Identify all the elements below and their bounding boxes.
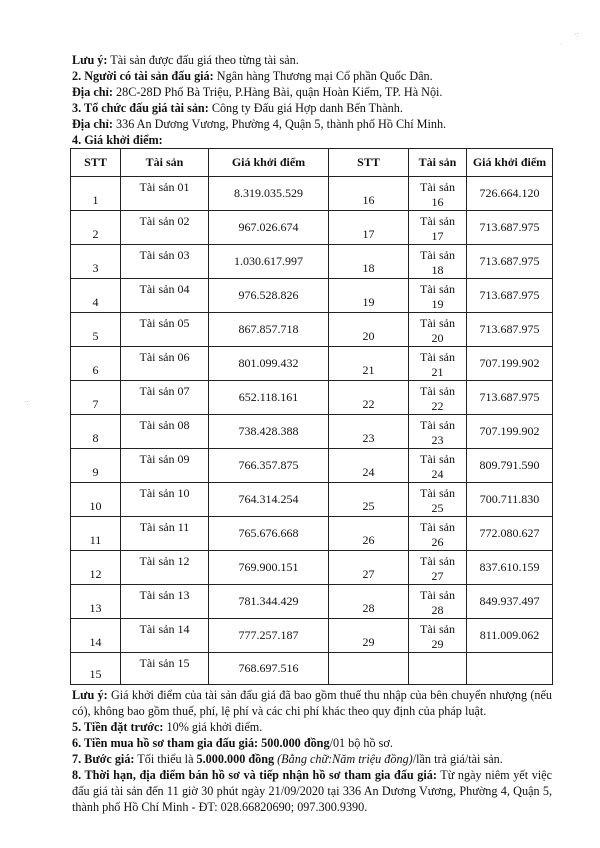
- org-label: 3. Tổ chức đấu giá tài sản:: [72, 101, 209, 115]
- submission-text: Từ ngày niêm yết việc đấu giá tài sản đến 11 giờ 30 phút ngày 21/09/2020 tại 336 An Dương Vương, Phường 4, Quận 5, thành phố Hồ Chí Minh - ĐT: 028.66820690; 097.300.9390.: [72, 767, 552, 814]
- table-row: [71, 347, 553, 381]
- row-stt-2: 20: [329, 313, 409, 347]
- header-asset-2: Tài sản: [409, 149, 467, 177]
- owner-line: [72, 68, 552, 84]
- note-label: Lưu ý:: [72, 53, 108, 67]
- row-asset: Tài sản 13: [121, 585, 209, 619]
- row-price: 777.257.187: [209, 619, 329, 653]
- row-stt-2: 27: [329, 551, 409, 585]
- org-text: Công ty Đấu giá Hợp danh Bến Thành.: [208, 101, 403, 115]
- fee-label: 6. Tiền mua hồ sơ tham gia đấu giá:: [72, 735, 259, 750]
- row-price: 1.030.617.997: [209, 245, 329, 279]
- row-asset: Tài sản 08: [121, 415, 209, 449]
- row-price-2: 707.199.902: [467, 415, 553, 449]
- price-note-text: Giá khởi điểm của tài sản đấu giá đã bao gồm thuế thu nhập của bên chuyển nhượng (nếu có), không bao gồm thuế, phí, lệ phí và các chi phí khác theo quy định của pháp luật.: [72, 687, 553, 718]
- table-row: [71, 653, 553, 684]
- row-stt: 6: [71, 347, 121, 381]
- row-stt-2: 28: [329, 585, 409, 619]
- table-row: [71, 415, 553, 449]
- row-price-2: 772.080.627: [467, 517, 553, 551]
- table-row: [71, 449, 553, 483]
- row-stt-2: 29: [329, 619, 409, 653]
- row-price-2: 849.937.497: [467, 585, 553, 619]
- row-price: 766.357.875: [209, 449, 329, 483]
- row-stt-2: 17: [329, 211, 409, 245]
- row-stt-2: 23: [329, 415, 409, 449]
- bid-step-amount: 5.000.000 đồng: [196, 751, 275, 766]
- row-stt: 2: [71, 211, 121, 245]
- row-asset: Tài sản 09: [121, 449, 209, 483]
- row-asset-2: Tài sản 28: [409, 585, 467, 619]
- row-stt: 9: [71, 449, 121, 483]
- row-asset-2: Tài sản 18: [409, 245, 467, 279]
- table-row: [71, 483, 553, 517]
- bid-step-suffix: /lần trả giá/tài sản.: [412, 751, 503, 766]
- org-address: [72, 116, 552, 132]
- bid-step-words: (Bằng chữ:Năm triệu đồng): [274, 751, 413, 766]
- row-stt: 14: [71, 619, 121, 653]
- org-line: [72, 100, 552, 116]
- row-asset-2: Tài sản 16: [409, 177, 467, 211]
- org-address-text: 336 An Dương Vương, Phường 4, Quận 5, thành phố Hồ Chí Minh.: [112, 117, 447, 131]
- row-asset-2: Tài sản 17: [409, 211, 467, 245]
- row-stt-2: 18: [329, 245, 409, 279]
- deposit-text: 10% giá khởi điểm.: [163, 719, 263, 734]
- row-stt: 5: [71, 313, 121, 347]
- row-asset: Tài sản 11: [121, 517, 209, 551]
- row-stt: 8: [71, 415, 121, 449]
- note-text: Tài sản được đấu giá theo từng tài sản.: [107, 53, 299, 67]
- row-stt: 1: [71, 177, 121, 211]
- row-stt-2: 25: [329, 483, 409, 517]
- row-stt: 15: [71, 653, 121, 684]
- price-note-label: Lưu ý:: [72, 687, 108, 702]
- asset-note: [72, 52, 552, 68]
- owner-address: [72, 84, 552, 100]
- row-price-2: 713.687.975: [467, 313, 553, 347]
- row-asset-2: Tài sản 20: [409, 313, 467, 347]
- row-price-2: 700.711.830: [467, 483, 553, 517]
- row-price: 769.900.151: [209, 551, 329, 585]
- table-row: [71, 211, 553, 245]
- row-stt-2: 22: [329, 381, 409, 415]
- row-price-2: 707.199.902: [467, 347, 553, 381]
- row-price-2: 811.009.062: [467, 619, 553, 653]
- row-asset-2: Tài sản 25: [409, 483, 467, 517]
- row-stt-2: 16: [329, 177, 409, 211]
- row-asset: Tài sản 14: [121, 619, 209, 653]
- row-stt-2: 19: [329, 279, 409, 313]
- bid-step-label: 7. Bước giá:: [72, 751, 135, 766]
- scan-speck: ·:: [574, 30, 579, 39]
- row-stt: 12: [71, 551, 121, 585]
- row-asset-2: Tài sản 23: [409, 415, 467, 449]
- owner-address-text: 28C-28D Phố Bà Triệu, P.Hàng Bài, quận Hoàn Kiếm, TP. Hà Nội.: [112, 85, 443, 99]
- row-asset: Tài sản 05: [121, 313, 209, 347]
- table-row: [71, 279, 553, 313]
- row-stt-2: [329, 653, 409, 684]
- scan-speck: ·:: [24, 398, 29, 407]
- deposit-line: [72, 719, 552, 735]
- table-header-row: [71, 149, 553, 177]
- row-stt: 7: [71, 381, 121, 415]
- header-asset: Tài sản: [121, 149, 209, 177]
- row-price: 801.099.432: [209, 347, 329, 381]
- header-stt: STT: [71, 149, 121, 177]
- row-price: 764.314.254: [209, 483, 329, 517]
- row-stt-2: 24: [329, 449, 409, 483]
- row-stt-2: 26: [329, 517, 409, 551]
- row-price: 8.319.035.529: [209, 177, 329, 211]
- table-row: [71, 313, 553, 347]
- table-row: [71, 381, 553, 415]
- header-stt-2: STT: [329, 149, 409, 177]
- row-price-2: 713.687.975: [467, 381, 553, 415]
- table-row: [71, 551, 553, 585]
- table-row: [71, 517, 553, 551]
- row-price: 738.428.388: [209, 415, 329, 449]
- row-price-2: 713.687.975: [467, 279, 553, 313]
- fee-line: [72, 735, 552, 751]
- row-stt: 10: [71, 483, 121, 517]
- table-row: [71, 177, 553, 211]
- table-row: [71, 585, 553, 619]
- row-asset: Tài sản 12: [121, 551, 209, 585]
- fee-amount: 500.000 đồng: [258, 735, 330, 750]
- row-asset-2: Tài sản 24: [409, 449, 467, 483]
- owner-label: 2. Người có tài sản đấu giá:: [72, 69, 214, 83]
- org-address-label: Địa chỉ:: [72, 117, 113, 131]
- row-stt: 11: [71, 517, 121, 551]
- row-price: 765.676.668: [209, 517, 329, 551]
- deposit-label: 5. Tiền đặt trước:: [72, 719, 164, 734]
- fee-text: /01 bộ hồ sơ.: [329, 735, 393, 750]
- submission-line: [72, 767, 552, 815]
- row-stt: 4: [71, 279, 121, 313]
- price-heading: 4. Giá khởi điểm:: [72, 133, 163, 147]
- row-stt-2: 21: [329, 347, 409, 381]
- row-asset-2: Tài sản 22: [409, 381, 467, 415]
- header-price: Giá khởi điểm: [209, 149, 329, 177]
- row-asset: Tài sản 04: [121, 279, 209, 313]
- row-asset: Tài sản 07: [121, 381, 209, 415]
- row-price-2: 713.687.975: [467, 211, 553, 245]
- owner-text: Ngân hàng Thương mại Cổ phần Quốc Dân.: [213, 69, 433, 83]
- row-price: 867.857.718: [209, 313, 329, 347]
- row-asset-2: Tài sản 27: [409, 551, 467, 585]
- row-asset-2: Tài sản 19: [409, 279, 467, 313]
- row-stt: 3: [71, 245, 121, 279]
- row-price-2: 713.687.975: [467, 245, 553, 279]
- row-price: 652.118.161: [209, 381, 329, 415]
- row-asset: Tài sản 10: [121, 483, 209, 517]
- row-price-2: 809.791.590: [467, 449, 553, 483]
- owner-address-label: Địa chỉ:: [72, 85, 113, 99]
- header-price-2: Giá khởi điểm: [467, 149, 553, 177]
- price-note: [72, 687, 552, 719]
- row-asset-2: [409, 653, 467, 684]
- row-price: 768.697.516: [209, 653, 329, 684]
- row-asset-2: Tài sản 26: [409, 517, 467, 551]
- row-price: 976.528.826: [209, 279, 329, 313]
- row-price-2: 726.664.120: [467, 177, 553, 211]
- row-price-2: 837.610.159: [467, 551, 553, 585]
- row-asset-2: Tài sản 29: [409, 619, 467, 653]
- table-row: [71, 619, 553, 653]
- row-asset: Tài sản 01: [121, 177, 209, 211]
- row-price-2: [467, 653, 553, 684]
- document-page: [72, 52, 552, 815]
- bid-step-line: [72, 751, 552, 767]
- row-price: 967.026.674: [209, 211, 329, 245]
- row-asset: Tài sản 06: [121, 347, 209, 381]
- row-asset: Tài sản 15: [121, 653, 209, 684]
- row-asset: Tài sản 02: [121, 211, 209, 245]
- submission-label: 8. Thời hạn, địa điểm bán hồ sơ và tiếp nhận hồ sơ tham gia đấu giá:: [72, 767, 437, 782]
- row-price: 781.344.429: [209, 585, 329, 619]
- scan-speck: ·: [560, 40, 563, 49]
- starting-price-table: [70, 148, 553, 685]
- bid-step-text: Tối thiểu là: [134, 751, 197, 766]
- table-row: [71, 245, 553, 279]
- row-stt: 13: [71, 585, 121, 619]
- row-asset-2: Tài sản 21: [409, 347, 467, 381]
- row-asset: Tài sản 03: [121, 245, 209, 279]
